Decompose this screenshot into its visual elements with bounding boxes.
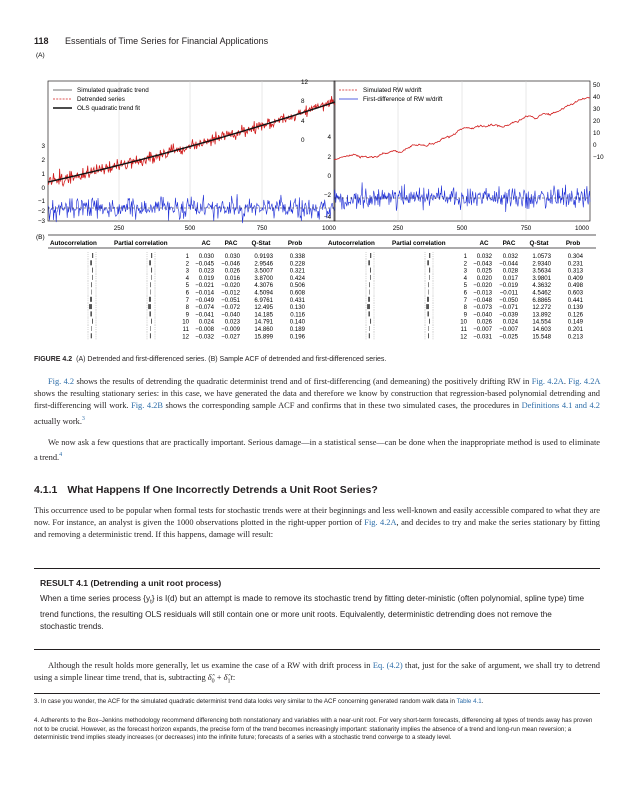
prob-value: 0.126 [567,311,583,319]
right-axis-tick: −10 [593,154,604,161]
pacf-bar [428,333,429,338]
q-stat-value: 6.9761 [254,296,273,304]
prob-value: 0.139 [567,304,583,312]
q-stat-value: 14.791 [254,318,273,326]
right-axis-tick: 0 [593,142,597,149]
right-axis-tick: 10 [593,130,601,137]
lag-number: 6 [185,289,189,297]
right-axis-tick: 12 [301,79,309,86]
ac-value: 0.026 [476,318,492,326]
q-stat-value: 12.272 [532,304,551,312]
acf-bar [369,326,370,331]
pacf-bar [150,326,151,331]
pacf-bar [428,326,429,331]
pac-value: 0.028 [502,267,518,275]
right-plot-legend [339,87,443,103]
running-title: Essentials of Time Series for Financial Applications [65,36,269,46]
column-header: PAC [502,240,516,247]
column-header: Prob [565,240,581,247]
ac-value: −0.073 [473,304,492,312]
pac-value: −0.020 [221,282,240,290]
right-axis-tick: 30 [593,106,601,113]
paragraph-text: shows the resulting stationary series: in this case, we have generated the data and therefore we know by construction that regression-based polynomial detrending and first-differencing will work. [34,389,600,411]
acf-bar [90,297,92,302]
q-stat-value: 1.0573 [532,253,551,260]
q-stat-value: 13.892 [532,311,551,319]
prob-value: 0.140 [289,318,305,326]
q-stat-value: 2.9546 [254,260,273,268]
ac-value: −0.032 [195,333,214,341]
footnote-marker[interactable]: 4 [59,452,63,459]
acf-bar [370,319,371,324]
right-axis-tick: 4 [301,118,305,125]
caption-label: FIGURE 4.2 [34,356,73,363]
ac-value: −0.048 [473,296,492,304]
lag-number: 9 [185,311,189,319]
pacf-bar [149,311,151,316]
paragraph-text: shows the corresponding sample ACF and confirms that in these two simulated cases, the procedures in [162,401,522,411]
column-header: Partial correlation [392,240,446,247]
prob-value: 0.130 [289,304,305,312]
column-header: Autocorrelation [328,240,375,247]
left-axis-tick: 0 [41,185,45,192]
page-number: 118 [34,36,49,46]
prob-value: 0.201 [567,326,583,333]
x-axis-tick: 750 [256,225,268,232]
left-plot-left-axis [38,143,46,225]
prob-value: 0.424 [289,274,305,282]
figure-link[interactable]: Fig. 4.2B [131,401,163,411]
q-stat-value: 3.9801 [532,274,551,282]
result-body [40,593,590,633]
correlogram-rows [88,252,584,340]
acf-bar [92,275,93,280]
pacf-bar [429,319,430,324]
q-stat-value: 14.603 [532,326,551,333]
lag-number: 1 [185,253,189,260]
pacf-bar [428,290,429,295]
figure-link[interactable]: Fig. 4.2A [531,377,564,386]
acf-bar [91,282,92,287]
ac-value: −0.045 [195,260,214,268]
pacf-bar [148,304,151,309]
lag-number: 6 [463,289,467,297]
pacf-bar [151,268,152,273]
q-stat-value: 4.3632 [532,282,551,290]
prob-value: 0.313 [567,267,583,275]
paragraph-text: . [563,377,569,386]
panel-b-label: (B) [36,234,45,241]
subscript: t [150,599,152,606]
pacf-bar [150,290,151,295]
ac-value: 0.024 [198,318,214,326]
pac-value: 0.030 [224,253,240,260]
pacf-bar [151,275,152,280]
pac-value: −0.039 [499,311,518,319]
pac-value: −0.007 [499,326,518,333]
prob-value: 0.338 [289,253,305,260]
lag-number: 12 [460,333,467,341]
lag-number: 10 [460,318,467,326]
figure-caption [34,356,604,363]
prob-value: 0.304 [567,253,583,260]
q-stat-value: 3.5634 [532,267,551,275]
ac-value: −0.007 [473,326,492,333]
ac-value: −0.031 [473,333,492,341]
right-axis-tick: 50 [593,82,601,89]
pacf-bar [150,282,151,287]
panel-a-label: (A) [36,52,45,59]
footnote-divider [34,693,600,694]
footnote-text: . [481,698,484,705]
pacf-bar [149,260,151,265]
ac-value: 0.019 [198,274,214,282]
pac-value: −0.071 [499,304,518,312]
left-detrended-series-line [48,194,335,223]
q-stat-value: 15.899 [254,333,273,341]
acf-bar [91,326,92,331]
footnote-marker[interactable]: 3 [81,415,85,422]
left-axis-tick: 2 [327,154,331,161]
lag-number: 11 [182,326,189,333]
ac-value: 0.023 [198,267,214,275]
right-plot-x-axis [393,225,590,232]
x-axis-tick: 250 [113,225,125,232]
paragraph-text: : [232,673,236,683]
math-operator: + [214,673,224,683]
ac-value: 0.020 [476,274,492,282]
column-header: Prob [287,240,303,247]
footnote-4 [34,717,600,743]
ac-value: −0.049 [195,296,214,304]
ac-value: −0.043 [473,260,492,268]
prob-value: 0.498 [567,282,583,290]
q-stat-value: 2.9340 [532,260,551,268]
pac-value: −0.009 [221,326,240,333]
prob-value: 0.228 [289,260,305,268]
acf-bar [370,253,371,258]
lag-number: 8 [185,304,189,312]
column-header: PAC [224,240,238,247]
ac-value: −0.008 [195,326,214,333]
prob-value: 0.409 [567,274,583,282]
left-axis-tick: 4 [327,134,331,141]
left-axis-tick: 1 [41,171,45,178]
prob-value: 0.603 [567,289,583,297]
acf-bar [369,282,370,287]
pacf-bar [429,268,430,273]
pac-value: −0.050 [499,296,518,304]
ac-value: −0.041 [195,311,214,319]
pacf-bar [427,311,429,316]
prob-value: 0.116 [290,311,305,319]
left-axis-tick: −4 [323,214,331,221]
lag-number: 12 [182,333,189,341]
running-header [34,36,268,46]
pacf-bar [426,304,429,309]
pacf-bar [427,297,429,302]
definition-link[interactable]: Definitions 4.1 and 4.2 [521,401,600,411]
caption-text: (A) Detrended and first-differenced series. (B) Sample ACF of detrended and first-differenced series. [76,356,387,363]
math-symbol: δ̂ [207,673,212,683]
paragraph-text: Although the result holds more generally, let us examine the case of a RW with drift process in [48,661,373,670]
subscript: 1 [227,678,231,685]
ac-value: −0.013 [473,289,492,297]
footnote-3 [34,698,600,707]
left-axis-tick: 3 [41,143,45,150]
acf-bar [368,297,370,302]
pac-value: −0.072 [221,304,240,312]
right-axis-tick: 40 [593,94,601,101]
lag-number: 7 [185,296,189,304]
result-title: RESULT 4.1 (Detrending a unit root process) [40,578,222,588]
q-stat-value: 14.185 [254,311,273,319]
right-axis-tick: 20 [593,118,601,125]
pac-value: 0.016 [224,274,240,282]
lag-number: 1 [463,253,467,260]
lag-number: 2 [463,260,467,268]
pac-value: −0.051 [221,296,240,304]
pacf-bar [150,333,151,338]
acf-bar [92,268,93,273]
paragraph-text: This occurrence used to be popular when formal tests for stochastic trends were at their beginnings and less well-known and easily accessible compared to what they are now. For instance, an analyst is given the 1000 observations plotted in the right-upper portion of [34,506,600,528]
q-stat-value: 4.5462 [532,289,551,297]
lag-number: 4 [463,274,467,282]
column-header: Q-Stat [529,240,549,247]
column-header: AC [201,240,211,247]
pacf-bar [429,253,430,258]
q-stat-value: 6.8865 [532,296,551,304]
ac-value: −0.014 [195,289,214,297]
equation-link[interactable]: Eq. (4.2) [372,661,403,670]
section-heading [34,484,378,496]
acf-bar [368,260,370,265]
figure-link[interactable]: Fig. 4.2A [364,518,397,528]
right-plot-right-axis [593,82,604,161]
prob-value: 0.506 [289,282,305,290]
paragraph-1 [34,376,600,428]
prob-value: 0.189 [289,326,305,333]
left-plot-legend [53,87,149,112]
paragraph-text: We now ask a few questions that are practically important. Serious damage—in a statistical sense—can be done when the inappropriate method is used to eliminate a trend. [34,438,600,462]
legend-rw-drift: Simulated RW w/drift [363,87,422,94]
lag-number: 10 [182,318,189,326]
footnote-text: 4. Adherents to the Box–Jenkins methodology recommend differencing both nonstationary and variables with a near-unit root. For very short-term forecasts, differencing all types of trends away has proven not to be crucial. However, as the forecast horizon expands, the precise form of the trend becomes increasingly important: stationarity implies the absence of a trend and long-run mean reversion; a deterministic trend implies steady increases (or decreases) into the infinite future; forecasts of a series with a stochastic trend converge to a steady level. [34,717,593,742]
pac-value: −0.027 [221,333,240,341]
left-plot-gridlines [119,81,262,221]
lag-number: 3 [185,267,189,275]
q-stat-value: 4.5094 [254,289,273,297]
paragraph-3 [34,505,600,542]
left-axis-tick: 0 [327,173,331,180]
lag-number: 4 [185,274,189,282]
column-header: Partial correlation [114,240,168,247]
ac-value: −0.020 [473,282,492,290]
prob-value: 0.231 [567,260,583,268]
prob-value: 0.431 [289,296,305,304]
lag-number: 5 [185,282,189,290]
x-axis-tick: 500 [184,225,196,232]
prob-value: 0.149 [567,318,583,326]
pac-value: −0.019 [499,282,518,290]
q-stat-value: 0.9193 [254,253,273,260]
math-symbol: t [230,673,233,683]
pac-value: 0.032 [502,253,518,260]
q-stat-value: 3.8700 [254,274,273,282]
acf-bar [370,275,371,280]
figure-panel-b [34,232,604,352]
acf-bar [90,260,92,265]
pac-value: −0.025 [499,333,518,341]
left-plot-x-axis [114,225,337,232]
lag-number: 9 [463,311,467,319]
pacf-bar [151,253,152,258]
q-stat-value: 3.5007 [254,267,273,275]
prob-value: 0.608 [289,289,305,297]
lag-number: 3 [463,267,467,275]
pacf-bar [149,297,151,302]
q-stat-value: 15.548 [532,333,551,341]
prob-value: 0.441 [567,296,583,304]
pac-value: −0.040 [221,311,240,319]
legend-ols-fit: OLS quadratic trend fit [77,105,141,112]
pac-value: −0.046 [221,260,240,268]
acf-bar [92,319,93,324]
section-number: 4.1.1 [34,484,58,496]
left-axis-tick: −2 [323,192,331,199]
q-stat-value: 14.860 [254,326,273,333]
x-axis-tick: 1000 [574,225,590,232]
acf-bar [91,333,92,338]
paragraph-text: that, just for the sake of argument, we shall try to detrend using a simple linear time trend, that is, subtracting [34,661,600,683]
result-text: When a time series process {y [40,594,151,603]
column-header: AC [479,240,489,247]
acf-bar [89,304,92,309]
acf-bar [370,268,371,273]
q-stat-value: 14.554 [532,318,551,326]
pacf-bar [428,282,429,287]
pac-value: −0.012 [221,289,240,297]
prob-value: 0.321 [289,267,305,275]
legend-first-difference: First-difference of RW w/drift [363,96,443,103]
paragraph-text: , and decides to try and make the series stationary by fitting and removing a deterministic trend. If this happens, damage will result: [34,518,600,540]
paragraph-4 [34,660,600,688]
pacf-bar [151,319,152,324]
prob-value: 0.213 [567,333,583,341]
x-axis-tick: 750 [520,225,532,232]
result-box [34,568,600,650]
ac-value: 0.030 [198,253,214,260]
pac-value: 0.024 [502,318,518,326]
prob-value: 0.196 [289,333,305,341]
pac-value: 0.023 [224,318,240,326]
ac-value: −0.040 [473,311,492,319]
table-link[interactable]: Table 4.1 [456,698,482,705]
lag-number: 2 [185,260,189,268]
q-stat-value: 4.3076 [254,282,273,290]
lag-number: 11 [460,326,467,333]
figure-link[interactable]: Fig. 4.2 [48,377,75,386]
correlogram-headers [50,240,580,247]
legend-detrended-series: Detrended series [77,96,125,103]
left-axis-tick: −2 [37,208,45,215]
acf-bar [92,253,93,258]
column-header: Autocorrelation [50,240,97,247]
ac-value: 0.032 [476,253,492,260]
acf-bar [369,290,370,295]
result-text: } is I(d) but an attempt is made to remove its stochastic trend by fitting deter-ministic (often polynomial, spline type) time trend functions, the resulting OLS residuals will still contain one or more unit roots. Equivalently, deterministic detrending does not remove the stochastic trends. [40,594,585,631]
acf-bar [90,311,92,316]
lag-number: 7 [463,296,467,304]
right-axis-tick: 8 [301,98,305,105]
acf-bar [369,333,370,338]
column-header: Q-Stat [251,240,271,247]
q-stat-value: 12.495 [254,304,273,312]
x-axis-tick: 250 [392,225,404,232]
figure-panel-a [34,48,604,232]
acf-bar [91,290,92,295]
footnote-text: 3. In case you wonder, the ACF for the simulated quadratic determinist trend data looks very similar to the ACF concerning generated random walk data in [34,698,457,705]
left-axis-tick: −1 [37,198,45,205]
x-axis-tick: 500 [456,225,468,232]
paragraph-2 [34,437,600,464]
legend-quadratic-trend: Simulated quadratic trend [77,87,149,94]
pac-value: −0.044 [499,260,518,268]
subscript: 0 [211,678,215,685]
ac-value: −0.074 [195,304,214,312]
right-axis-tick: 0 [301,137,305,144]
acf-bar [367,304,370,309]
left-axis-tick: 2 [41,157,45,164]
pacf-bar [427,260,429,265]
x-axis-tick: 1000 [321,225,337,232]
figure-link[interactable]: Fig. 4.2A [568,377,600,386]
pacf-bar [429,275,430,280]
acf-bar [368,311,370,316]
math-symbol: δ̂ [223,673,228,683]
pac-value: 0.017 [502,274,518,282]
ac-value: 0.025 [476,267,492,275]
lag-number: 5 [463,282,467,290]
left-axis-tick: −3 [37,218,45,225]
pac-value: 0.026 [224,267,240,275]
ac-value: −0.021 [195,282,214,290]
pac-value: −0.011 [499,289,518,297]
lag-number: 8 [463,304,467,312]
paragraph-text: actually work. [34,416,82,426]
paragraph-text: shows the results of detrending the quadratic determinist trend and of first-differencing (and demeaning) the positively drifting RW in [74,377,532,386]
section-title: What Happens If One Incorrectly Detrends a Unit Root Series? [67,484,378,496]
